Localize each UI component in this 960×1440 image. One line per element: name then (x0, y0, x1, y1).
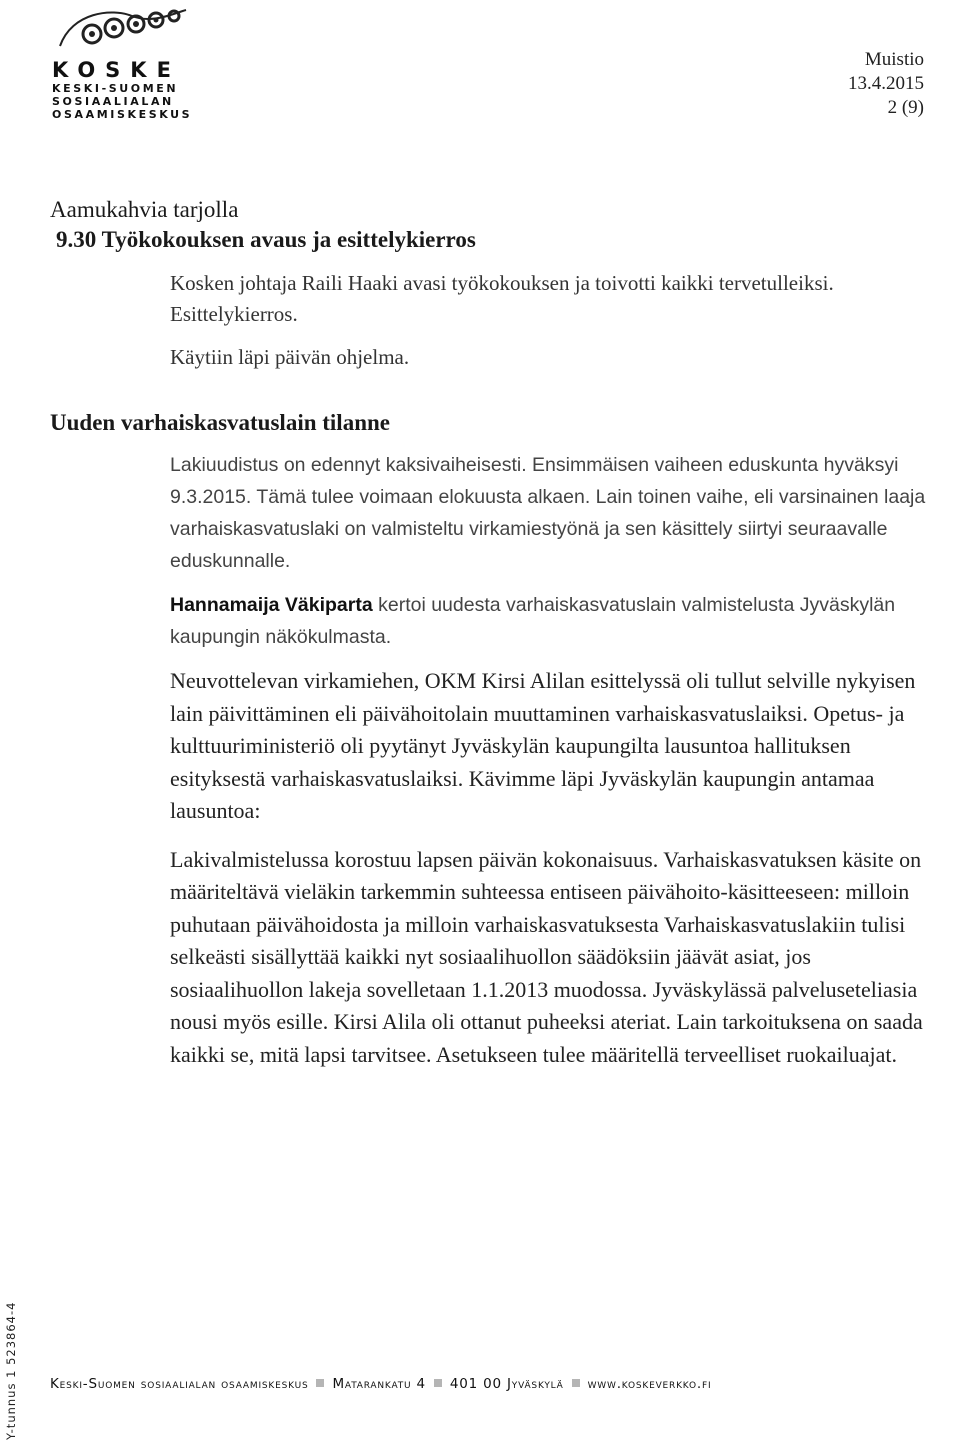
footer-postal: 401 00 Jyväskylä (449, 1376, 564, 1392)
paragraph (170, 589, 930, 653)
koske-logo (52, 58, 192, 121)
speaker-name: Hannamaija Väkiparta (170, 594, 373, 616)
document-body (50, 196, 930, 1087)
page-footer (50, 1376, 711, 1392)
section-heading-opening: 9.30 Työkokouksen avaus ja esittelykierros (56, 227, 476, 252)
business-id: Y-tunnus 1 523864-4 (4, 1301, 18, 1440)
logo-name: KOSKE (52, 58, 181, 82)
document-type: Muistio (864, 49, 924, 70)
section-heading-law: Uuden varhaiskasvatuslain tilanne (50, 410, 390, 435)
paragraph: Neuvottelevan virkamiehen, OKM Kirsi Alilan esittelyssä oli tullut selville nykyisen lain päivittäminen eli päivähoitolain muuttaminen varhaiskasvatuslaiksi. Opetus- ja kulttuuriministeriö oli pyytänyt Jyväskylän kaupungilta lausuntoa hallituksen esityksestä varhaiskasvatuslaiksi. Kävimme läpi Jyväskylän kaupungin antamaa lausuntoa: (170, 668, 916, 823)
logo-line-2: SOSIAALIALAN (52, 95, 174, 108)
separator-square (316, 1379, 324, 1387)
paragraph-text: kertoi uudesta varhaiskasvatuslain valmistelusta Jyväskylän kaupungin näkökulmasta. (170, 594, 896, 648)
paragraph: Käytiin läpi päivän ohjelma. (170, 345, 410, 369)
paragraph: Lakiuudistus on edennyt kaksivaiheisesti. Ensimmäisen vaiheen eduskunta hyväksyi 9.3.2015. Tämä tulee voimaan elokuusta alkaen. Lain toinen vaihe, eli varsinainen laaja varhaiskasvatuslaki on valmisteltu virkamiestyönä ja sen käsittely siirtyi seuraavalle eduskunnalle. (170, 454, 926, 572)
footer-org: Keski-Suomen sosiaalialan osaamiskeskus (50, 1376, 309, 1392)
footer-website: www.koskeverkko.fi (587, 1376, 712, 1392)
separator-square (572, 1379, 580, 1387)
separator-square (434, 1379, 442, 1387)
paragraph: Lakivalmistelussa korostuu lapsen päivän kokonaisuus. Varhaiskasvatuksen käsite on määriteltävä vieläkin tarkemmin suhteessa entiseen päivähoito-käsitteeseen: milloin puhutaan päivähoidosta ja milloin varhaiskasvatuksesta Varhaiskasvatuslakiin tulisi selkeästi sisällyttää kaikki nyt sosiaalihuollon säädöksiin jäävät asiat, jos sosiaalihuollon lakeja sovelletaan 1.1.2013 muodossa. Jyväskylässä palveluseteliasia nousi myös esille. Kirsi Alila oli ottanut puheeksi ateriat. Lain tarkoituksena on saada kaikki se, mitä lapsi tarvitsee. Asetukseen tulee määritellä terveelliset ruokailuajat. (170, 846, 923, 1067)
paragraph: Kosken johtaja Raili Haaki avasi työkokouksen ja toivotti kaikki tervetulleiksi. Esittelykierros. (170, 271, 834, 326)
intro-line: Aamukahvia tarjolla (50, 197, 239, 222)
koske-logo-ornament (52, 6, 192, 56)
document-meta (848, 48, 924, 120)
page-number: 2 (9) (887, 97, 924, 118)
footer-address: Matarankatu 4 (332, 1376, 426, 1392)
document-date: 13.4.2015 (848, 73, 924, 94)
logo-line-1: KESKI-SUOMEN (52, 82, 179, 95)
logo-line-3: OSAAMISKESKUS (52, 108, 193, 121)
